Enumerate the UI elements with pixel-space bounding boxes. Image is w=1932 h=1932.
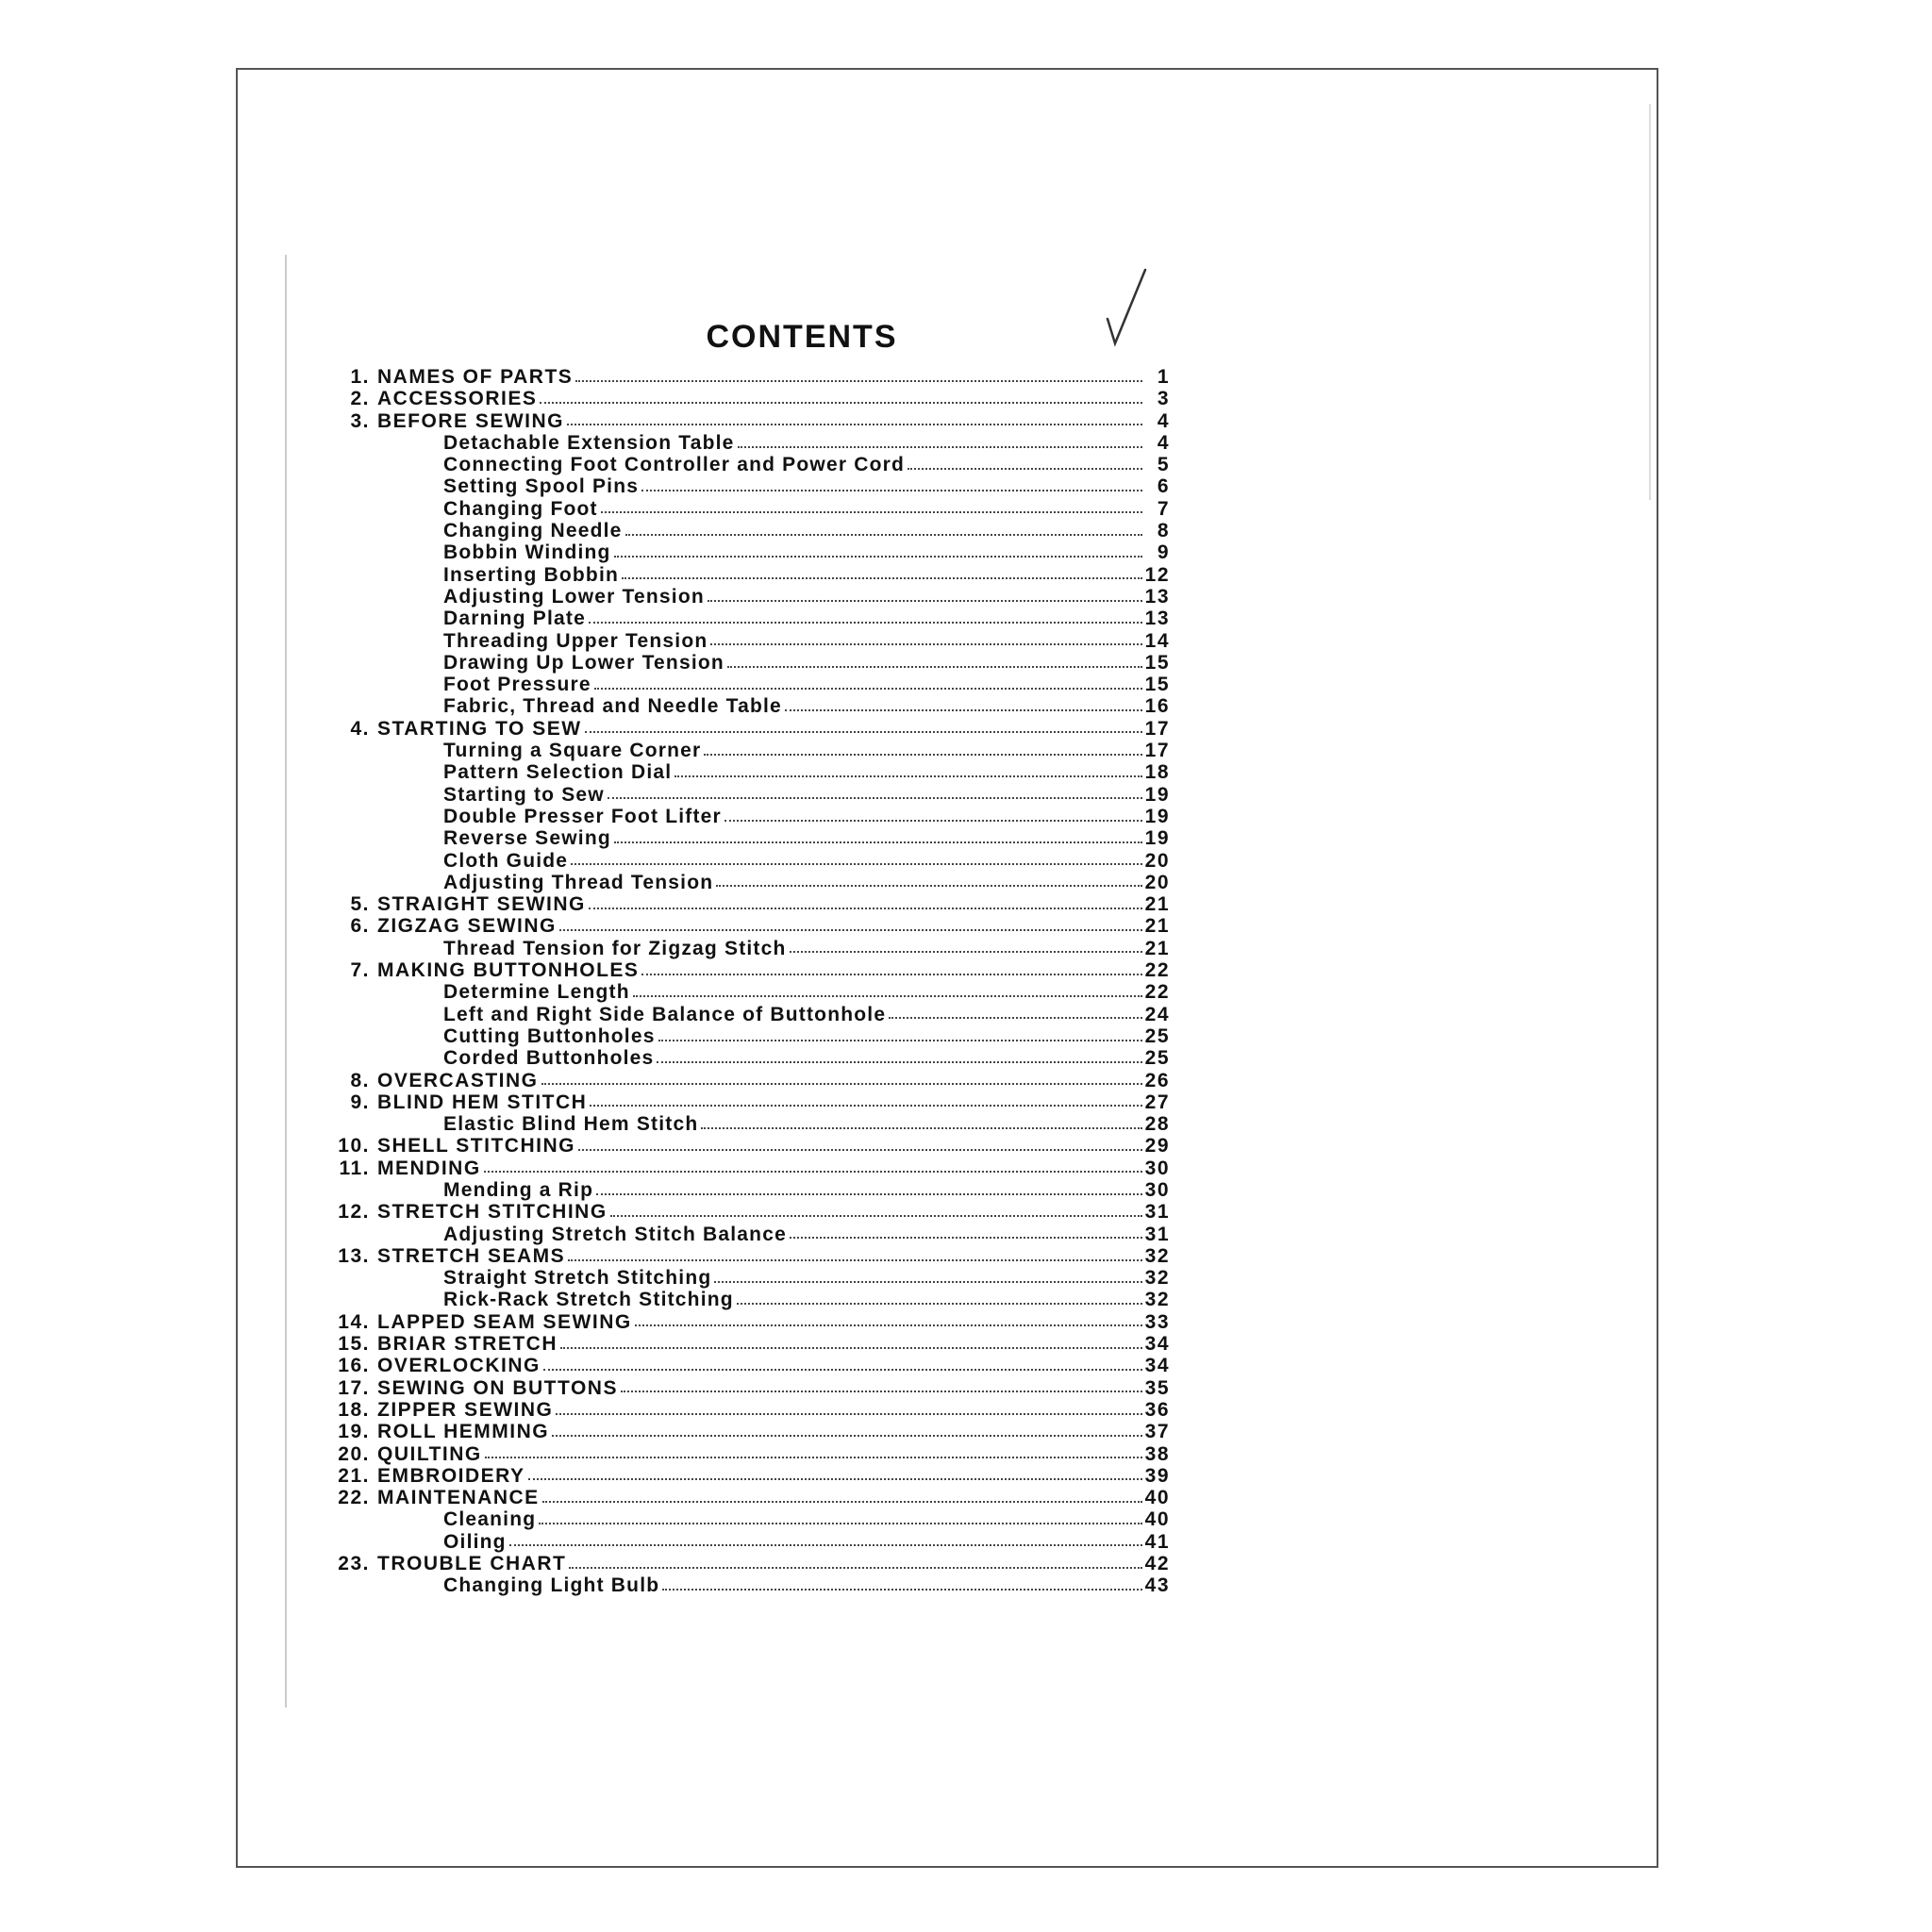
entry-page-number: 21 — [1144, 893, 1170, 916]
entry-label: EMBROIDERY — [377, 1464, 525, 1487]
table-of-contents — [321, 366, 1170, 1597]
entry-page-number: 32 — [1144, 1289, 1170, 1311]
entry-page-number: 32 — [1144, 1267, 1170, 1290]
dot-leader — [585, 731, 1142, 733]
entry-label: Connecting Foot Controller and Power Cord — [443, 454, 906, 476]
toc-subentry — [321, 1047, 1170, 1069]
entry-number: 7. — [350, 959, 370, 982]
dot-leader — [701, 1127, 1141, 1129]
toc-subentry — [321, 850, 1170, 872]
toc-entry — [321, 1443, 1170, 1465]
entry-page-number: 35 — [1144, 1376, 1170, 1399]
scan-artifact-left — [285, 255, 287, 1707]
entry-number: 6. — [350, 915, 370, 938]
entry-number: 12. — [338, 1201, 370, 1224]
scan-artifact-right — [1649, 104, 1651, 500]
entry-page-number: 36 — [1144, 1398, 1170, 1421]
dot-leader — [528, 1478, 1142, 1480]
entry-page-number: 31 — [1144, 1223, 1170, 1245]
entry-label: Changing Light Bulb — [443, 1574, 660, 1597]
entry-number: 16. — [338, 1355, 370, 1377]
entry-label: Setting Spool Pins — [443, 475, 640, 498]
dot-leader — [552, 1435, 1142, 1437]
entry-page-number: 20 — [1144, 849, 1170, 872]
toc-subentry — [321, 1289, 1170, 1310]
dot-leader — [889, 1017, 1141, 1019]
entry-label: STRETCH STITCHING — [377, 1201, 608, 1224]
entry-label: SHELL STITCHING — [377, 1135, 575, 1158]
entry-page-number: 15 — [1144, 674, 1170, 696]
entry-page-number: 13 — [1144, 608, 1170, 630]
entry-label: LAPPED SEAM SEWING — [377, 1310, 632, 1333]
dot-leader — [567, 424, 1142, 425]
dot-leader — [908, 468, 1142, 470]
dot-leader — [541, 1083, 1142, 1085]
entry-page-number: 1 — [1157, 366, 1170, 388]
toc-entry — [321, 1421, 1170, 1442]
entry-label: Drawing Up Lower Tension — [443, 651, 724, 674]
entry-page-number: 40 — [1144, 1487, 1170, 1509]
entry-label: Changing Foot — [443, 497, 598, 520]
entry-label: Straight Stretch Stitching — [443, 1267, 712, 1290]
entry-label: NAMES OF PARTS — [377, 366, 574, 388]
entry-page-number: 33 — [1144, 1310, 1170, 1333]
entry-label: Determine Length — [443, 981, 630, 1004]
entry-label: Foot Pressure — [443, 674, 591, 696]
entry-page-number: 13 — [1144, 585, 1170, 608]
entry-page-number: 16 — [1144, 695, 1170, 718]
entry-label: MAKING BUTTONHOLES — [377, 959, 640, 982]
entry-page-number: 18 — [1144, 761, 1170, 784]
entry-label: QUILTING — [377, 1442, 482, 1465]
entry-page-number: 25 — [1144, 1047, 1170, 1070]
dot-leader — [625, 534, 1142, 536]
entry-page-number: 31 — [1144, 1201, 1170, 1224]
entry-page-number: 30 — [1144, 1178, 1170, 1201]
dot-leader — [785, 709, 1142, 711]
entry-page-number: 40 — [1144, 1508, 1170, 1531]
entry-label: Fabric, Thread and Needle Table — [443, 695, 782, 718]
toc-subentry — [321, 1531, 1170, 1553]
toc-entry — [321, 718, 1170, 740]
entry-number: 4. — [350, 717, 370, 740]
toc-subentry — [321, 1179, 1170, 1201]
entry-page-number: 4 — [1157, 431, 1170, 454]
toc-entry — [321, 1091, 1170, 1113]
entry-number: 23. — [338, 1553, 370, 1575]
entry-page-number: 28 — [1144, 1113, 1170, 1136]
dot-leader — [568, 1259, 1141, 1261]
toc-subentry — [321, 498, 1170, 520]
entry-label: Cutting Buttonholes — [443, 1024, 656, 1047]
entry-page-number: 20 — [1144, 871, 1170, 893]
toc-subentry — [321, 1025, 1170, 1047]
dot-leader — [704, 754, 1141, 756]
entry-label: Left and Right Side Balance of Buttonhole — [443, 1003, 887, 1025]
entry-label: ROLL HEMMING — [377, 1421, 550, 1443]
entry-label: Threading Upper Tension — [443, 629, 708, 652]
entry-label: Darning Plate — [443, 608, 586, 630]
dot-leader — [539, 1523, 1141, 1524]
toc-entry — [321, 1487, 1170, 1508]
entry-page-number: 42 — [1144, 1553, 1170, 1575]
dot-leader — [575, 380, 1142, 382]
dot-leader — [601, 511, 1142, 513]
entry-label: ACCESSORIES — [377, 388, 538, 410]
toc-subentry — [321, 586, 1170, 608]
entry-label: STARTING TO SEW — [377, 717, 582, 740]
entry-page-number: 38 — [1144, 1442, 1170, 1465]
entry-number: 21. — [338, 1464, 370, 1487]
dot-leader — [708, 600, 1142, 602]
entry-label: Adjusting Lower Tension — [443, 585, 705, 608]
dot-leader — [543, 1369, 1142, 1371]
toc-subentry — [321, 541, 1170, 563]
check-mark-icon — [1102, 264, 1158, 358]
dot-leader — [724, 820, 1142, 822]
entry-label: Pattern Selection Dial — [443, 761, 673, 784]
dot-leader — [727, 666, 1142, 668]
entry-label: Rick-Rack Stretch Stitching — [443, 1289, 734, 1311]
dot-leader — [662, 1589, 1141, 1591]
toc-subentry — [321, 1113, 1170, 1135]
entry-page-number: 17 — [1144, 717, 1170, 740]
page-title: CONTENTS — [706, 319, 898, 355]
toc-subentry — [321, 872, 1170, 893]
toc-entry — [321, 1311, 1170, 1333]
dot-leader — [485, 1457, 1142, 1458]
entry-page-number: 21 — [1144, 915, 1170, 938]
dot-leader — [571, 863, 1141, 865]
dot-leader — [509, 1544, 1142, 1546]
dot-leader — [596, 1193, 1142, 1195]
dot-leader — [594, 688, 1142, 690]
toc-subentry — [321, 1004, 1170, 1025]
entry-label: Cloth Guide — [443, 849, 569, 872]
entry-label: ZIGZAG SEWING — [377, 915, 557, 938]
toc-entry — [321, 410, 1170, 432]
entry-label: Inserting Bobbin — [443, 563, 620, 586]
entry-page-number: 3 — [1157, 388, 1170, 410]
dot-leader — [641, 490, 1142, 491]
entry-label: OVERCASTING — [377, 1069, 539, 1091]
entry-label: MENDING — [377, 1157, 481, 1179]
toc-subentry — [321, 938, 1170, 959]
dot-leader — [560, 1347, 1142, 1349]
entry-label: Changing Needle — [443, 520, 623, 542]
dot-leader — [658, 1040, 1142, 1041]
entry-number: 13. — [338, 1244, 370, 1267]
toc-entry — [321, 915, 1170, 937]
toc-subentry — [321, 740, 1170, 761]
dot-leader — [621, 1391, 1142, 1392]
entry-label: Corded Buttonholes — [443, 1047, 655, 1070]
dot-leader — [790, 1237, 1142, 1239]
toc-entry — [321, 1553, 1170, 1574]
toc-entry — [321, 1135, 1170, 1157]
entry-page-number: 17 — [1144, 740, 1170, 762]
entry-label: BLIND HEM STITCH — [377, 1091, 588, 1113]
entry-label: Double Presser Foot Lifter — [443, 805, 722, 827]
dot-leader — [608, 797, 1142, 799]
entry-label: STRETCH SEAMS — [377, 1244, 566, 1267]
entry-number: 20. — [338, 1442, 370, 1465]
toc-entry — [321, 1245, 1170, 1267]
toc-entry — [321, 1399, 1170, 1421]
entry-page-number: 6 — [1157, 475, 1170, 498]
entry-number: 15. — [338, 1333, 370, 1356]
entry-label: Reverse Sewing — [443, 827, 611, 850]
toc-subentry — [321, 652, 1170, 674]
dot-leader — [675, 775, 1141, 777]
entry-number: 11. — [339, 1157, 370, 1179]
entry-number: 3. — [350, 409, 370, 432]
dot-leader — [556, 1413, 1141, 1415]
dot-leader — [540, 402, 1142, 404]
toc-subentry — [321, 806, 1170, 827]
entry-page-number: 5 — [1157, 454, 1170, 476]
entry-page-number: 15 — [1144, 651, 1170, 674]
toc-entry — [321, 1465, 1170, 1487]
dot-leader — [589, 908, 1142, 909]
entry-label: BEFORE SEWING — [377, 409, 565, 432]
entry-number: 18. — [338, 1398, 370, 1421]
entry-page-number: 22 — [1144, 981, 1170, 1004]
entry-page-number: 19 — [1144, 805, 1170, 827]
entry-label: MAINTENANCE — [377, 1487, 540, 1509]
dot-leader — [641, 974, 1141, 975]
dot-leader — [790, 951, 1142, 953]
toc-entry — [321, 388, 1170, 409]
entry-page-number: 4 — [1157, 409, 1170, 432]
toc-entry — [321, 366, 1170, 388]
toc-entry — [321, 959, 1170, 981]
dot-leader — [614, 556, 1142, 558]
toc-subentry — [321, 827, 1170, 849]
entry-label: Detachable Extension Table — [443, 431, 735, 454]
entry-page-number: 41 — [1144, 1530, 1170, 1553]
entry-page-number: 34 — [1144, 1355, 1170, 1377]
entry-label: Bobbin Winding — [443, 541, 611, 564]
dot-leader — [714, 1281, 1141, 1283]
toc-entry — [321, 1377, 1170, 1399]
entry-number: 2. — [350, 388, 370, 410]
entry-page-number: 19 — [1144, 827, 1170, 850]
dot-leader — [635, 1324, 1142, 1326]
toc-subentry — [321, 520, 1170, 541]
dot-leader — [622, 577, 1142, 579]
toc-subentry — [321, 432, 1170, 454]
toc-subentry — [321, 454, 1170, 475]
entry-label: Turning a Square Corner — [443, 740, 702, 762]
entry-page-number: 7 — [1157, 497, 1170, 520]
entry-page-number: 19 — [1144, 783, 1170, 806]
toc-subentry — [321, 475, 1170, 497]
entry-page-number: 43 — [1144, 1574, 1170, 1597]
toc-subentry — [321, 630, 1170, 652]
entry-number: 10. — [338, 1135, 370, 1158]
entry-label: Adjusting Stretch Stitch Balance — [443, 1223, 787, 1245]
dot-leader — [559, 929, 1142, 931]
dot-leader — [484, 1171, 1142, 1173]
entry-page-number: 39 — [1144, 1464, 1170, 1487]
dot-leader — [716, 885, 1141, 887]
entry-number: 22. — [338, 1487, 370, 1509]
entry-label: BRIAR STRETCH — [377, 1333, 558, 1356]
toc-subentry — [321, 1508, 1170, 1530]
toc-subentry — [321, 981, 1170, 1003]
entry-page-number: 32 — [1144, 1244, 1170, 1267]
entry-label: Oiling — [443, 1530, 507, 1553]
dot-leader — [589, 622, 1142, 624]
toc-subentry — [321, 1224, 1170, 1245]
toc-subentry — [321, 695, 1170, 717]
toc-entry — [321, 1158, 1170, 1179]
entry-number: 14. — [338, 1310, 370, 1333]
toc-entry — [321, 893, 1170, 915]
entry-page-number: 25 — [1144, 1024, 1170, 1047]
entry-label: SEWING ON BUTTONS — [377, 1376, 618, 1399]
dot-leader — [590, 1105, 1141, 1107]
entry-page-number: 27 — [1144, 1091, 1170, 1113]
dot-leader — [738, 446, 1142, 448]
entry-page-number: 14 — [1144, 629, 1170, 652]
entry-number: 1. — [350, 366, 370, 388]
toc-subentry — [321, 564, 1170, 586]
entry-page-number: 21 — [1144, 937, 1170, 959]
entry-label: Thread Tension for Zigzag Stitch — [443, 937, 787, 959]
dot-leader — [542, 1501, 1142, 1503]
toc-entry — [321, 1070, 1170, 1091]
entry-number: 17. — [338, 1376, 370, 1399]
entry-page-number: 22 — [1144, 959, 1170, 982]
toc-subentry — [321, 674, 1170, 695]
dot-leader — [710, 643, 1141, 645]
toc-subentry — [321, 1574, 1170, 1596]
entry-page-number: 8 — [1157, 520, 1170, 542]
dot-leader — [578, 1149, 1142, 1151]
entry-label: Adjusting Thread Tension — [443, 871, 714, 893]
entry-label: Elastic Blind Hem Stitch — [443, 1113, 699, 1136]
toc-subentry — [321, 608, 1170, 629]
toc-subentry — [321, 761, 1170, 783]
entry-page-number: 24 — [1144, 1003, 1170, 1025]
entry-number: 5. — [350, 893, 370, 916]
dot-leader — [610, 1215, 1142, 1217]
dot-leader — [633, 995, 1142, 997]
toc-entry — [321, 1333, 1170, 1355]
toc-subentry — [321, 1267, 1170, 1289]
dot-leader — [737, 1303, 1142, 1305]
entry-label: OVERLOCKING — [377, 1355, 541, 1377]
entry-label: TROUBLE CHART — [377, 1553, 567, 1575]
dot-leader — [657, 1061, 1141, 1063]
entry-page-number: 34 — [1144, 1333, 1170, 1356]
entry-page-number: 30 — [1144, 1157, 1170, 1179]
entry-number: 19. — [338, 1421, 370, 1443]
entry-page-number: 26 — [1144, 1069, 1170, 1091]
entry-label: STRAIGHT SEWING — [377, 893, 586, 916]
entry-page-number: 12 — [1144, 563, 1170, 586]
entry-page-number: 9 — [1157, 541, 1170, 564]
entry-label: Starting to Sew — [443, 783, 605, 806]
dot-leader — [614, 841, 1142, 843]
toc-entry — [321, 1355, 1170, 1376]
entry-number: 9. — [350, 1091, 370, 1113]
dot-leader — [569, 1567, 1141, 1569]
entry-page-number: 37 — [1144, 1421, 1170, 1443]
toc-subentry — [321, 784, 1170, 806]
entry-page-number: 29 — [1144, 1135, 1170, 1158]
entry-label: Mending a Rip — [443, 1178, 594, 1201]
entry-label: Cleaning — [443, 1508, 537, 1531]
entry-label: ZIPPER SEWING — [377, 1398, 554, 1421]
toc-entry — [321, 1201, 1170, 1223]
entry-number: 8. — [350, 1069, 370, 1091]
